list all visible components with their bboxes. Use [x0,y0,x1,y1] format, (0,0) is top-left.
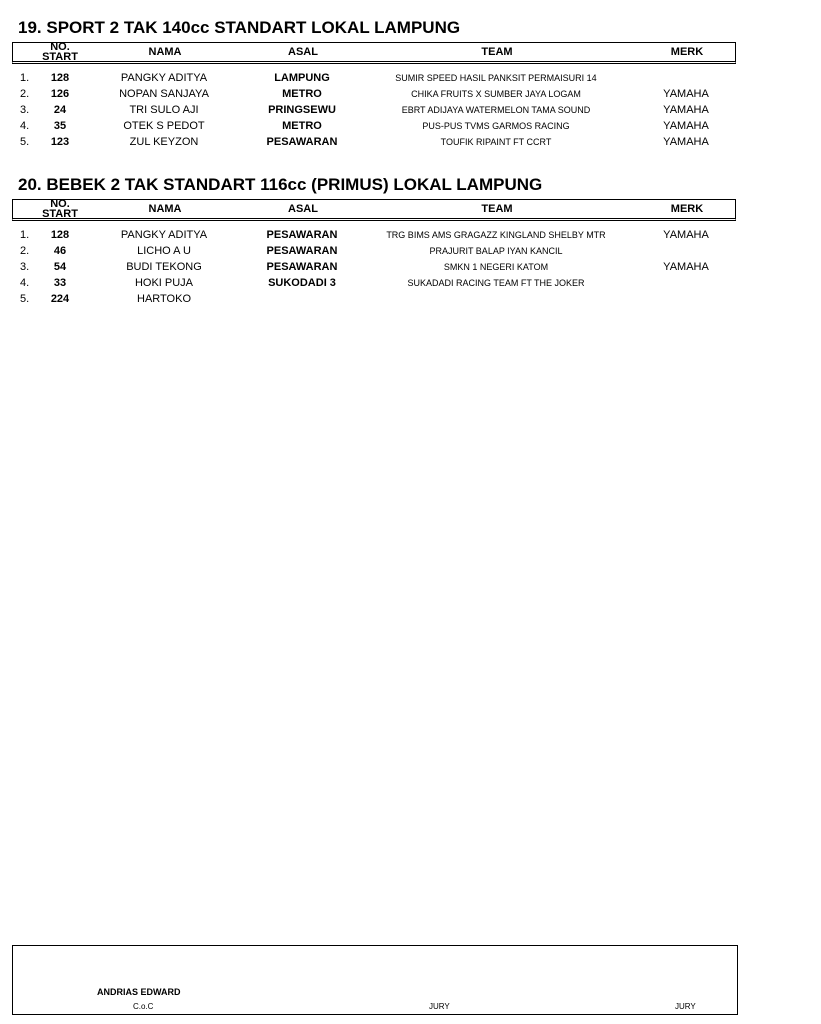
section-title: 19. SPORT 2 TAK 140cc STANDART LOKAL LAMPUNG [18,18,461,37]
header-nama: NAMA [148,46,182,58]
row-asal: PRINGSEWU [268,104,336,116]
row-nama: NOPAN SANJAYA [119,88,209,100]
row-nama: OTEK S PEDOT [123,120,205,132]
row-team: CHIKA FRUITS X SUMBER JAYA LOGAM [411,89,581,99]
row-start-number: 33 [53,277,67,289]
row-number: 4. [20,277,30,289]
table-row [0,70,821,86]
row-nama: PANGKY ADITYA [120,72,208,84]
header-merk: MERK [670,46,704,58]
header-no-start [30,43,90,61]
row-nama: PANGKY ADITYA [120,229,208,241]
row-merk: YAMAHA [663,136,709,148]
row-asal: PESAWARAN [266,229,338,241]
row-number: 5. [20,293,30,305]
row-number: 2. [20,245,30,257]
section-title: 20. BEBEK 2 TAK STANDART 116cc (PRIMUS) LOKAL LAMPUNG [18,175,543,194]
table-header [12,199,736,221]
row-start-number: 123 [50,136,70,148]
row-merk: YAMAHA [663,104,709,116]
table-header [12,42,736,64]
header-no-start-line1: NO. [50,198,70,210]
table-row [0,86,821,102]
row-asal: PESAWARAN [266,136,338,148]
row-start-number: 128 [50,72,70,84]
row-number: 1. [20,229,30,241]
table-row [0,102,821,118]
row-team: PRAJURIT BALAP IYAN KANCIL [429,246,563,256]
row-nama: ZUL KEYZON [129,136,199,148]
table-row [0,134,821,150]
row-merk: YAMAHA [663,261,709,273]
row-number: 4. [20,120,30,132]
row-team: SMKN 1 NEGERI KATOM [443,262,549,272]
row-team: TRG BIMS AMS GRAGAZZ KINGLAND SHELBY MTR [386,230,606,240]
row-start-number: 46 [53,245,67,257]
jury-label-left: JURY [429,1002,450,1011]
header-asal: ASAL [288,46,318,58]
row-number: 3. [20,261,30,273]
row-start-number: 54 [53,261,67,273]
header-merk: MERK [670,203,704,215]
signature-box [12,945,738,1015]
row-nama: LICHO A U [137,245,191,257]
row-nama: HOKI PUJA [134,277,194,289]
table-row [0,118,821,134]
row-asal: METRO [282,120,322,132]
row-asal: SUKODADI 3 [268,277,336,289]
header-no-start [30,200,90,218]
header-no-start-line2: START [42,208,78,220]
row-team: TOUFIK RIPAINT FT CCRT [440,137,552,147]
row-start-number: 24 [53,104,67,116]
coc-name: ANDRIAS EDWARD [97,987,181,997]
row-number: 1. [20,72,30,84]
row-nama: BUDI TEKONG [126,261,202,273]
coc-role: C.o.C [133,1002,154,1011]
row-team: SUMIR SPEED HASIL PANKSIT PERMAISURI 14 [395,73,597,83]
table-row [0,243,821,259]
header-no-start-line2: START [42,51,78,63]
row-asal: PESAWARAN [266,261,338,273]
header-no-start-line1: NO. [50,41,70,53]
row-asal: LAMPUNG [274,72,330,84]
row-team: SUKADADI RACING TEAM FT THE JOKER [407,278,585,288]
row-number: 5. [20,136,30,148]
row-start-number: 128 [50,229,70,241]
row-number: 3. [20,104,30,116]
header-team: TEAM [481,46,513,58]
row-team: EBRT ADIJAYA WATERMELON TAMA SOUND [401,105,591,115]
jury-label-right: JURY [675,1002,696,1011]
row-team: PUS-PUS TVMS GARMOS RACING [422,121,570,131]
header-team: TEAM [481,203,513,215]
row-start-number: 224 [50,293,70,305]
table-row [0,291,821,307]
row-start-number: 126 [50,88,70,100]
row-nama: HARTOKO [137,293,191,305]
row-asal: METRO [282,88,322,100]
row-number: 2. [20,88,30,100]
row-merk: YAMAHA [663,88,709,100]
row-asal: PESAWARAN [266,245,338,257]
row-start-number: 35 [53,120,67,132]
header-nama: NAMA [148,203,182,215]
row-nama: TRI SULO AJI [129,104,199,116]
row-merk: YAMAHA [663,229,709,241]
row-merk: YAMAHA [663,120,709,132]
table-row [0,275,821,291]
header-asal: ASAL [288,203,318,215]
table-row [0,227,821,243]
table-row [0,259,821,275]
